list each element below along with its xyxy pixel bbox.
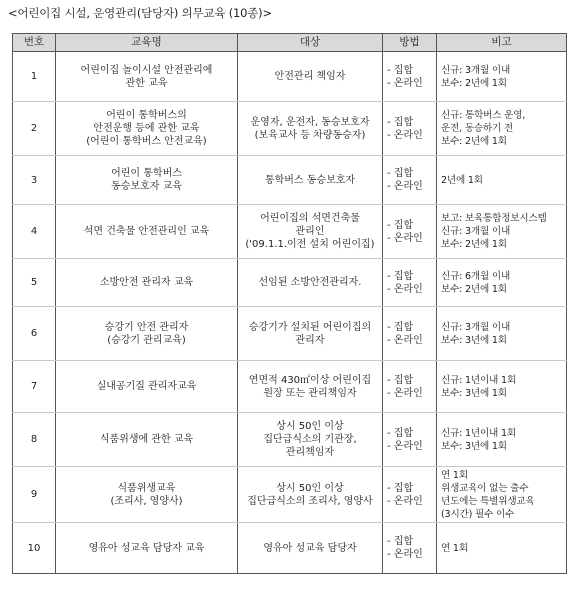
target-audience-line: 상시 50인 이상 <box>276 482 344 494</box>
education-name-cell <box>56 307 238 361</box>
remarks-line: 보수: 2년에 1회 <box>441 239 507 250</box>
remarks-cell <box>437 467 567 523</box>
target-audience-line: 영유아 성교육 담당자 <box>263 542 357 554</box>
row-number: 7 <box>13 361 56 413</box>
target-audience-line: 관리인 <box>295 226 325 237</box>
remarks-line: 보수: 2년에 1회 <box>441 136 507 147</box>
table-body <box>13 52 567 574</box>
remarks-line: 보수: 3년에 1회 <box>441 440 507 452</box>
row-number: 3 <box>13 156 56 205</box>
remarks-line: 신규: 6개월 이내 <box>441 270 511 282</box>
row-number: 8 <box>13 413 56 467</box>
education-method-cell <box>383 523 437 574</box>
table-row <box>13 52 567 102</box>
remarks-line: 2년에 1회 <box>441 174 483 186</box>
target-audience-line: 집단급식소의 기관장, <box>263 434 357 445</box>
target-audience-line: 운영자, 운전자, 동승보호자 <box>250 116 370 128</box>
education-name-cell <box>56 259 238 307</box>
remarks-line: 신규: 통학버스 운영, <box>441 110 526 121</box>
education-method-line: - 집합 <box>387 427 414 439</box>
target-audience-line: 승강기가 설치된 어린이집의 <box>248 321 372 333</box>
target-audience-line: 상시 50인 이상 <box>276 421 344 432</box>
education-name-cell <box>56 102 238 156</box>
table-row <box>13 307 567 361</box>
education-method-cell <box>383 259 437 307</box>
row-number: 4 <box>13 205 56 259</box>
education-method-line: - 온라인 <box>387 181 423 192</box>
page-title: <어린이집 시설, 운영관리(담당자) 의무교육 (10종)> <box>8 6 272 20</box>
target-audience-cell <box>238 102 383 156</box>
remarks-line: 보수: 3년에 1회 <box>441 334 507 346</box>
education-name-cell <box>56 52 238 102</box>
remarks-line: 신규: 3개월 이내 <box>441 321 511 333</box>
education-method-cell <box>383 467 437 523</box>
target-audience-cell <box>238 413 383 467</box>
education-name-line: 관한 교육 <box>125 77 168 89</box>
education-method-line: - 집합 <box>387 482 414 494</box>
education-method-line: - 온라인 <box>387 387 423 399</box>
table-row <box>13 361 567 413</box>
target-audience-cell <box>238 52 383 102</box>
remarks-line: 신규: 1년이내 1회 <box>441 427 516 439</box>
row-number: 5 <box>13 259 56 307</box>
education-name-cell <box>56 205 238 259</box>
target-audience-cell <box>238 467 383 523</box>
target-audience-cell <box>238 361 383 413</box>
target-audience-line: 안전관리 책임자 <box>274 71 346 82</box>
target-audience-line: (보육교사 등 차량동승자) <box>254 129 366 141</box>
table-row <box>13 259 567 307</box>
target-audience-line: 관리자 <box>295 334 325 346</box>
education-method-cell <box>383 52 437 102</box>
remarks-line: 보고: 보육통합정보시스템 <box>441 213 547 224</box>
education-method-line: - 집합 <box>387 536 414 547</box>
remarks-line: 보수: 2년에 1회 <box>441 283 507 295</box>
education-method-line: - 온라인 <box>387 283 423 295</box>
target-audience-cell <box>238 523 383 574</box>
education-name-cell <box>56 467 238 523</box>
target-audience-line: 통학버스 동승보호자 <box>264 174 356 186</box>
education-method-cell <box>383 361 437 413</box>
education-method-line: - 집합 <box>387 321 414 333</box>
education-name-line: 어린이집 놀이시설 안전관리에 <box>80 64 213 76</box>
remarks-line: 연 1회 <box>441 469 468 481</box>
education-method-line: - 온라인 <box>387 334 423 346</box>
header-note: 비고 <box>437 34 567 52</box>
remarks-cell <box>437 523 567 574</box>
education-method-line: - 집합 <box>387 270 414 282</box>
education-method-cell <box>383 413 437 467</box>
remarks-cell <box>437 205 567 259</box>
remarks-cell <box>437 52 567 102</box>
remarks-line: (3시간) 필수 이수 <box>441 508 515 520</box>
table-row <box>13 467 567 523</box>
education-method-line: - 집합 <box>387 168 414 179</box>
table-row <box>13 156 567 205</box>
remarks-line: 운전, 동승하기 전 <box>441 123 514 134</box>
target-audience-line: 선임된 소방안전관리자. <box>258 277 362 288</box>
education-method-line: - 집합 <box>387 116 414 128</box>
education-name-line: (어린이 통학버스 안전교육) <box>86 136 207 147</box>
education-method-line: - 온라인 <box>387 129 423 141</box>
table-row <box>13 413 567 467</box>
education-method-line: - 온라인 <box>387 495 423 507</box>
target-audience-line: 연면적 430㎡이상 어린이집 <box>248 374 372 386</box>
table-row <box>13 523 567 574</box>
education-method-line: - 온라인 <box>387 232 423 244</box>
remarks-cell <box>437 307 567 361</box>
row-number: 1 <box>13 52 56 102</box>
target-audience-line: ('09.1.1.이전 설치 어린이집) <box>245 239 375 250</box>
education-name-line: 안전운행 등에 관한 교육 <box>93 123 200 134</box>
remarks-line: 년도에는 특별위생교육 <box>441 495 535 507</box>
remarks-line: 연 1회 <box>441 542 468 554</box>
row-number: 6 <box>13 307 56 361</box>
target-audience-cell <box>238 259 383 307</box>
education-name-line: (승강기 관리교육) <box>107 334 186 346</box>
header-row <box>13 34 567 52</box>
target-audience-line: 어린이집의 석면건축물 <box>260 213 360 224</box>
remarks-line: 신규: 1년이내 1회 <box>441 374 516 386</box>
education-name-line: 실내공기질 관리자교육 <box>96 381 197 392</box>
table-row <box>13 205 567 259</box>
header-method: 방법 <box>383 34 437 52</box>
education-name-line: 동승보호자 교육 <box>111 181 182 192</box>
header-no: 번호 <box>13 34 56 52</box>
education-method-line: - 집합 <box>387 219 414 231</box>
education-method-line: - 집합 <box>387 64 414 76</box>
remarks-line: 보수: 2년에 1회 <box>441 77 507 89</box>
education-name-line: 석면 건축물 안전관리인 교육 <box>83 226 210 237</box>
education-name-line: 식품위생교육 <box>117 482 176 494</box>
remarks-line: 신규: 3개월 이내 <box>441 226 511 237</box>
remarks-cell <box>437 156 567 205</box>
remarks-cell <box>437 413 567 467</box>
education-method-line: - 집합 <box>387 374 414 386</box>
education-method-line: - 온라인 <box>387 549 423 560</box>
education-method-cell <box>383 156 437 205</box>
row-number: 2 <box>13 102 56 156</box>
education-name-line: 영유아 성교육 담당자 교육 <box>88 542 205 554</box>
table-row <box>13 102 567 156</box>
education-method-line: - 온라인 <box>387 440 423 452</box>
education-table <box>12 33 567 574</box>
target-audience-cell <box>238 156 383 205</box>
education-name-line: 식품위생에 관한 교육 <box>99 434 194 445</box>
header-target: 대상 <box>238 34 383 52</box>
remarks-cell <box>437 102 567 156</box>
education-method-line: - 온라인 <box>387 77 423 89</box>
education-name-cell <box>56 523 238 574</box>
education-name-line: 어린이 통학버스의 <box>106 110 187 121</box>
education-name-line: 승강기 안전 관리자 <box>104 321 189 333</box>
target-audience-cell <box>238 307 383 361</box>
target-audience-cell <box>238 205 383 259</box>
target-audience-line: 관리책임자 <box>285 447 335 458</box>
remarks-cell <box>437 259 567 307</box>
education-name-line: 소방안전 관리자 교육 <box>99 277 194 288</box>
remarks-cell <box>437 361 567 413</box>
header-name: 교육명 <box>56 34 238 52</box>
education-method-cell <box>383 205 437 259</box>
remarks-line: 신규: 3개월 이내 <box>441 64 511 76</box>
education-name-cell <box>56 413 238 467</box>
education-name-line: (조리사, 영양사) <box>110 495 183 507</box>
education-name-cell <box>56 156 238 205</box>
education-name-cell <box>56 361 238 413</box>
row-number: 9 <box>13 467 56 523</box>
remarks-line: 보수: 3년에 1회 <box>441 387 507 399</box>
education-name-line: 어린이 통학버스 <box>111 168 182 179</box>
target-audience-line: 원장 또는 관리책임자 <box>263 387 357 399</box>
target-audience-line: 집단급식소의 조리사, 영양사 <box>247 495 373 507</box>
row-number: 10 <box>13 523 56 574</box>
education-method-cell <box>383 102 437 156</box>
education-method-cell <box>383 307 437 361</box>
remarks-line: 위생교육이 없는 출수 <box>441 482 529 494</box>
